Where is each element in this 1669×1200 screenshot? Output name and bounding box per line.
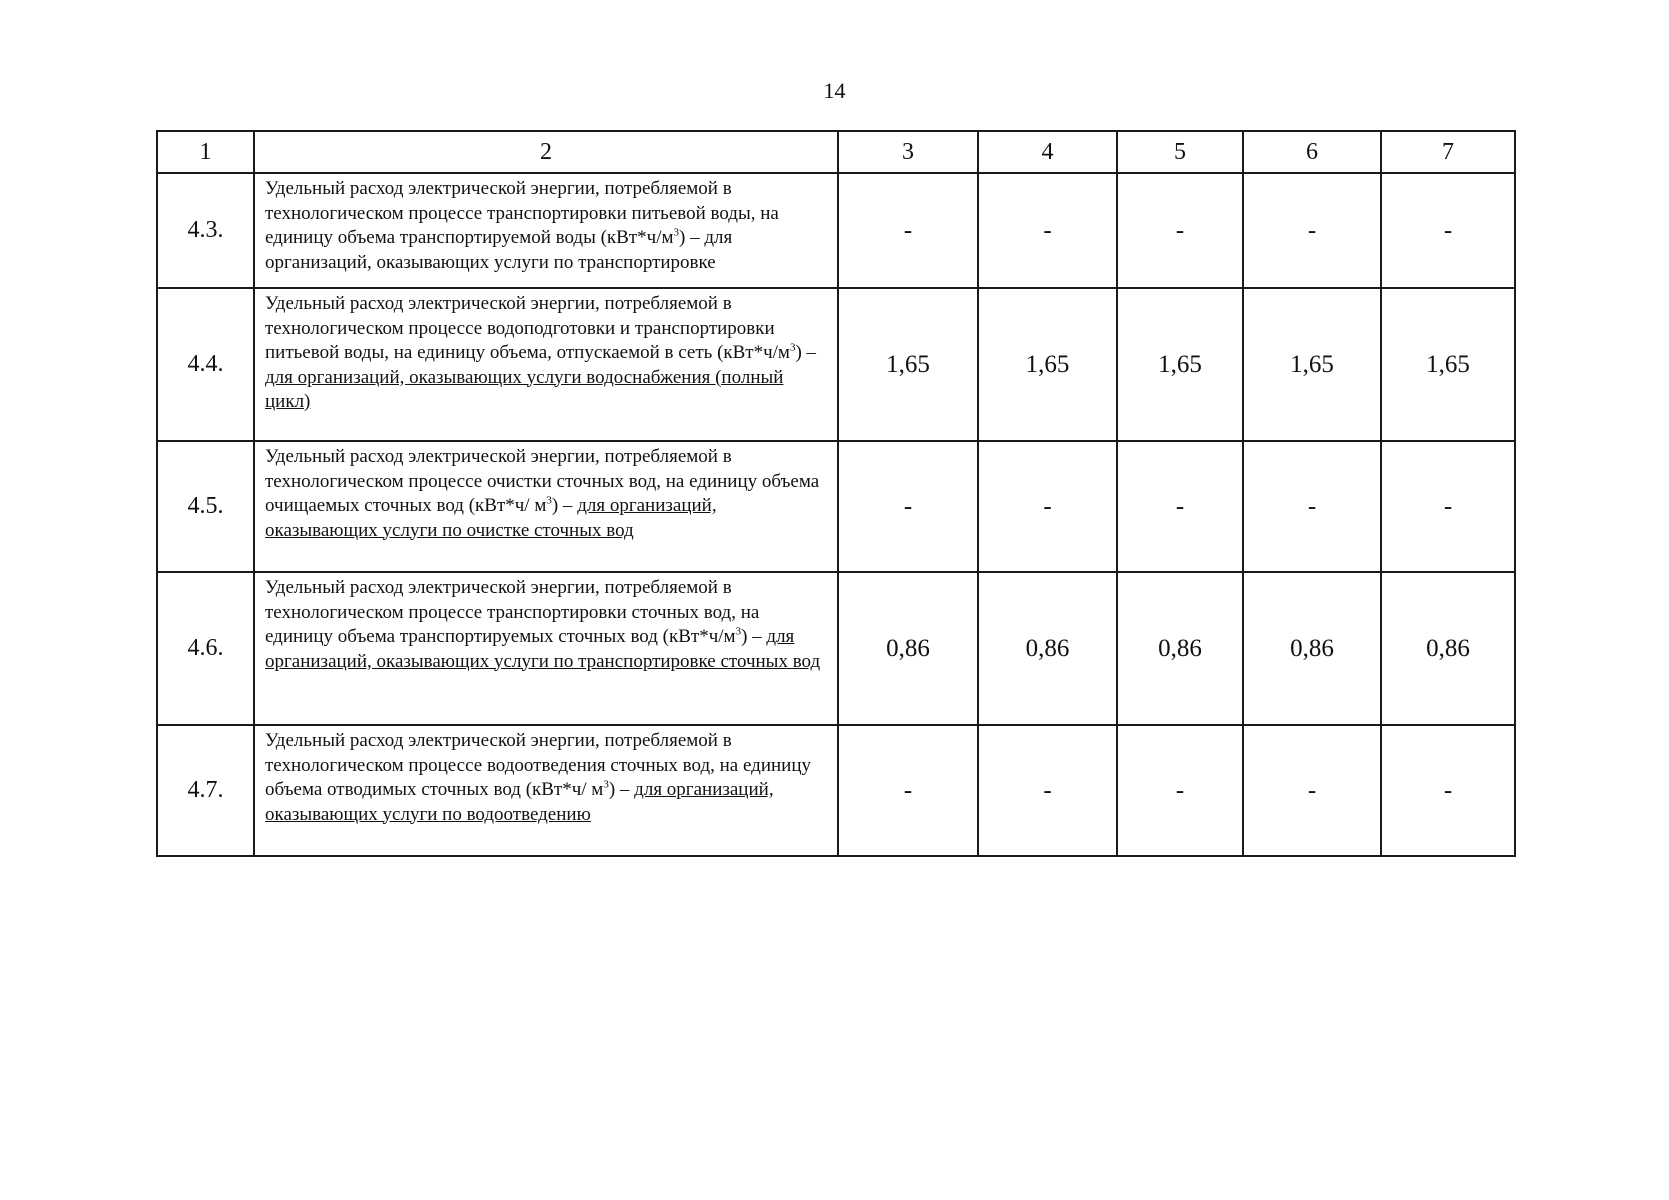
- description-underlined: для организаций, оказывающих услуги по водоотведению: [265, 779, 774, 825]
- value-cell: -: [1117, 441, 1243, 572]
- row-description: [254, 725, 838, 856]
- description-text: Удельный расход электрической энергии, потребляемой в технологическом процессе водоподготовки и транспортировки питьевой воды, на единицу объема, отпускаемой в сеть (кВт*ч/м: [265, 293, 790, 363]
- header-cell: 6: [1243, 131, 1381, 173]
- description-text: Удельный расход электрической энергии, потребляемой в технологическом процессе транспортировки сточных вод, на единицу объема транспортируемых сточных вод (кВт*ч/м: [265, 577, 760, 647]
- value-cell: -: [1381, 173, 1515, 288]
- header-cell: 1: [157, 131, 254, 173]
- row-description: [254, 572, 838, 725]
- description-text: ) –: [608, 779, 635, 800]
- value-cell: -: [1381, 725, 1515, 856]
- superscript: 3: [546, 494, 552, 507]
- page-number: 14: [823, 78, 846, 103]
- value-cell: 0,86: [1243, 572, 1381, 725]
- superscript: 3: [735, 625, 742, 638]
- header-cell: 7: [1381, 131, 1515, 173]
- value-cell: -: [1381, 441, 1515, 572]
- indicator-table: [156, 130, 1516, 857]
- superscript: 3: [789, 341, 796, 354]
- description-underlined: для организаций, оказывающих услуги водоснабжения (полный цикл): [265, 366, 784, 412]
- table-row: [157, 725, 1515, 856]
- table-row: [157, 173, 1515, 288]
- table-row: [157, 288, 1515, 441]
- table-row: [157, 441, 1515, 572]
- value-cell: 1,65: [1381, 288, 1515, 441]
- header-cell: 3: [838, 131, 978, 173]
- row-description: [254, 288, 838, 441]
- header-cell: 2: [254, 131, 838, 173]
- description-text: Удельный расход электрической энергии, потребляемой в технологическом процессе транспортировки питьевой воды, на единицу объема транспортируемой воды (кВт*ч/м: [265, 178, 779, 248]
- row-number: 4.7.: [157, 725, 254, 856]
- value-cell: 1,65: [978, 288, 1117, 441]
- description-text: Удельный расход электрической энергии, потребляемой в технологическом процессе водоотведения сточных вод, на единицу объема отводимых сточных вод (кВт*ч/ м: [265, 730, 811, 800]
- description-text: Удельный расход электрической энергии, потребляемой в технологическом процессе очистки сточных вод, на единицу объема очищаемых сточных вод (кВт*ч/ м: [265, 446, 820, 516]
- row-number: 4.3.: [157, 173, 254, 288]
- value-cell: -: [978, 725, 1117, 856]
- header-cell: 5: [1117, 131, 1243, 173]
- value-cell: 0,86: [978, 572, 1117, 725]
- row-number: 4.5.: [157, 441, 254, 572]
- value-cell: -: [838, 441, 978, 572]
- description-text: ) –: [551, 495, 578, 516]
- value-cell: 1,65: [1117, 288, 1243, 441]
- description-text: ) – для организаций, оказывающих услуги по транспортировке: [265, 227, 733, 273]
- value-cell: -: [978, 441, 1117, 572]
- value-cell: 0,86: [1381, 572, 1515, 725]
- row-description: [254, 173, 838, 288]
- value-cell: -: [1243, 725, 1381, 856]
- value-cell: 1,65: [1243, 288, 1381, 441]
- value-cell: -: [1243, 173, 1381, 288]
- superscript: 3: [673, 226, 679, 239]
- description-text: ) –: [741, 626, 767, 647]
- table-row: [157, 572, 1515, 725]
- value-cell: -: [838, 173, 978, 288]
- value-cell: -: [838, 725, 978, 856]
- value-cell: -: [1243, 441, 1381, 572]
- value-cell: -: [978, 173, 1117, 288]
- row-number: 4.6.: [157, 572, 254, 725]
- superscript: 3: [603, 778, 609, 791]
- header-row: [157, 131, 1515, 173]
- description-text: ) –: [795, 342, 817, 363]
- value-cell: 0,86: [838, 572, 978, 725]
- value-cell: -: [1117, 173, 1243, 288]
- description-underlined: для организаций, оказывающих услуги по очистке сточных вод: [265, 495, 717, 541]
- row-number: 4.4.: [157, 288, 254, 441]
- header-cell: 4: [978, 131, 1117, 173]
- row-description: [254, 441, 838, 572]
- description-underlined: для организаций, оказывающих услуги по транспортировке сточных вод: [265, 626, 821, 672]
- value-cell: 0,86: [1117, 572, 1243, 725]
- value-cell: -: [1117, 725, 1243, 856]
- value-cell: 1,65: [838, 288, 978, 441]
